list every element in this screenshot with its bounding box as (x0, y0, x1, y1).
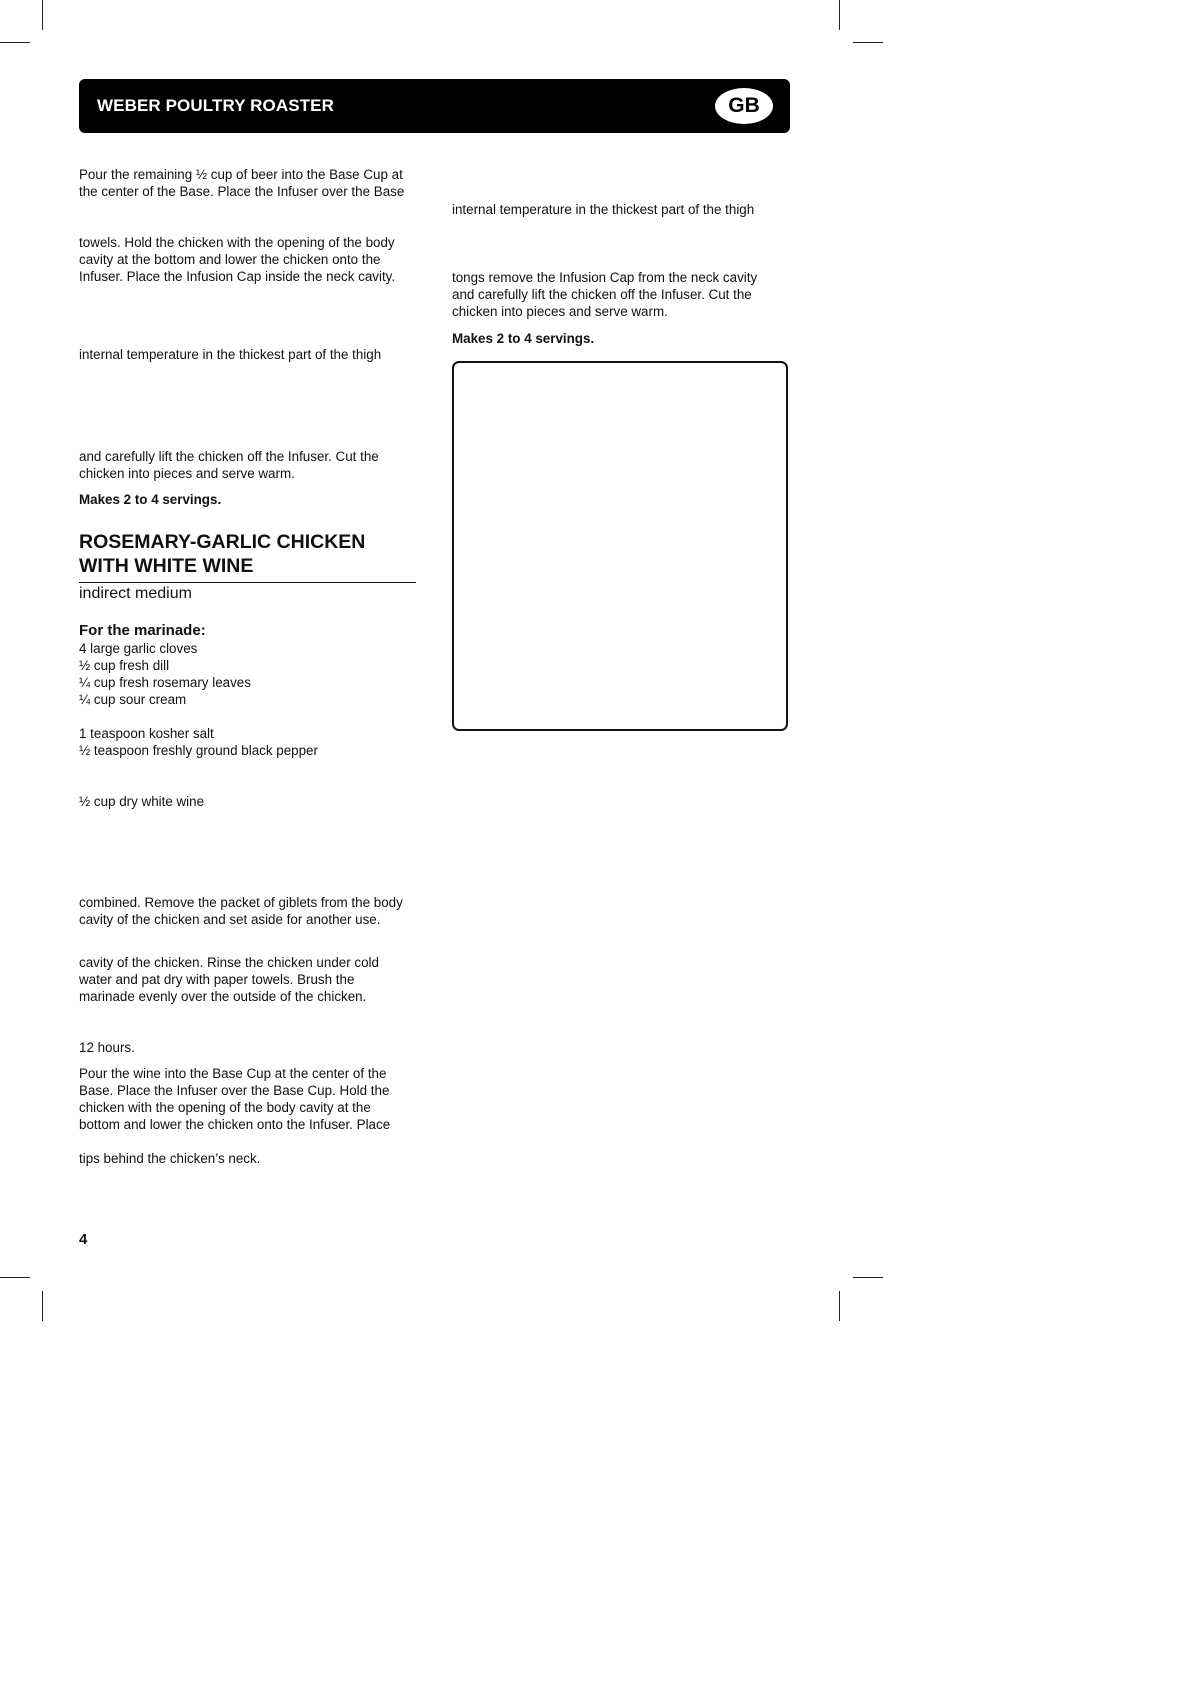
crop-mark (853, 42, 883, 43)
crop-mark (42, 0, 43, 30)
language-badge: GB (715, 88, 773, 124)
text-line: chicken into pieces and serve warm. (79, 466, 295, 481)
ingredient-item: ½ teaspoon freshly ground black pepper (79, 743, 318, 758)
text-line: 12 hours. (79, 1040, 135, 1055)
text-line: marinade evenly over the outside of the chicken. (79, 989, 367, 1004)
cooking-method: indirect medium (79, 585, 192, 602)
paragraph-text (79, 346, 381, 363)
paragraph-text (79, 1065, 390, 1133)
text-line: combined. Remove the packet of giblets from the body (79, 895, 403, 910)
text-line: Pour the remaining ½ cup of beer into the Base Cup at (79, 167, 403, 182)
servings-note: Makes 2 to 4 servings. (79, 492, 222, 507)
ingredient-item: ½ cup fresh dill (79, 658, 170, 673)
page-number: 4 (79, 1231, 88, 1248)
text-line: Base. Place the Infuser over the Base Cup. Hold the (79, 1083, 390, 1098)
ingredient-item: ½ cup dry white wine (79, 794, 205, 809)
text-line: chicken into pieces and serve warm. (452, 304, 668, 319)
text-line: internal temperature in the thickest part of the thigh (452, 202, 755, 217)
servings-note: Makes 2 to 4 servings. (452, 331, 595, 346)
text-line: tongs remove the Infusion Cap from the neck cavity (452, 270, 758, 285)
marinade-heading: For the marinade: (79, 622, 206, 639)
crop-mark (853, 1277, 883, 1278)
header-bar (79, 79, 790, 133)
crop-mark (0, 1277, 30, 1278)
title-line: ROSEMARY-GARLIC CHICKEN (79, 531, 366, 553)
paragraph-text (452, 201, 754, 218)
recipe-title (79, 530, 416, 583)
crop-mark (0, 42, 30, 43)
text-line: towels. Hold the chicken with the opening of the body (79, 235, 395, 250)
text-line: bottom and lower the chicken onto the Infuser. Place (79, 1117, 391, 1132)
title-line: WITH WHITE WINE (79, 555, 254, 577)
ingredient-item: ¼ cup sour cream (79, 692, 187, 707)
text-line: tips behind the chicken’s neck. (79, 1151, 261, 1166)
text-line: Pour the wine into the Base Cup at the center of the (79, 1066, 387, 1081)
header-title: WEBER POULTRY ROASTER (97, 96, 334, 115)
text-line: the center of the Base. Place the Infuser over the Base (79, 184, 405, 199)
ingredient-item: 4 large garlic cloves (79, 641, 198, 656)
text-line: cavity at the bottom and lower the chicken onto the (79, 252, 381, 267)
text-line: water and pat dry with paper towels. Brush the (79, 972, 355, 987)
paragraph-text (79, 234, 395, 285)
paragraph-text (79, 1150, 260, 1167)
paragraph-text (79, 954, 379, 1005)
text-line: and carefully lift the chicken off the Infuser. Cut the (79, 449, 379, 464)
ingredient-list (79, 725, 318, 759)
image-placeholder-frame (452, 361, 788, 731)
paragraph-text (452, 269, 757, 320)
paragraph-text (79, 1039, 135, 1056)
paragraph-text (79, 894, 403, 928)
text-line: cavity of the chicken. Rinse the chicken under cold (79, 955, 379, 970)
paragraph-text (79, 448, 379, 482)
text-line: chicken with the opening of the body cavity at the (79, 1100, 371, 1115)
ingredient-list (79, 640, 251, 708)
ingredient-item: 1 teaspoon kosher salt (79, 726, 214, 741)
text-line: cavity of the chicken and set aside for another use. (79, 912, 381, 927)
text-line: and carefully lift the chicken off the Infuser. Cut the (452, 287, 752, 302)
text-line: internal temperature in the thickest part of the thigh (79, 347, 382, 362)
ingredient-item: ¼ cup fresh rosemary leaves (79, 675, 251, 690)
ingredient-list (79, 793, 204, 810)
text-line: Infuser. Place the Infusion Cap inside the neck cavity. (79, 269, 396, 284)
crop-mark (839, 1291, 840, 1321)
crop-mark (839, 0, 840, 30)
crop-mark (42, 1291, 43, 1321)
paragraph-text (79, 166, 404, 200)
